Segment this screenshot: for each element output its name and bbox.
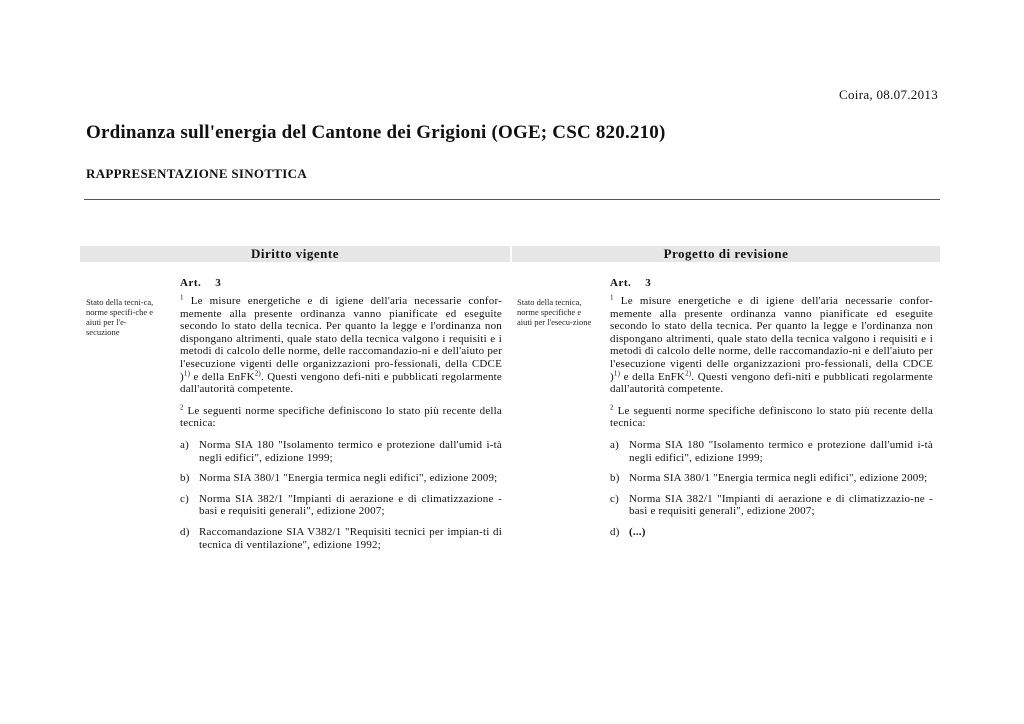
list-item [180,439,502,464]
article-number: 3 [645,277,652,289]
list-item [180,472,502,485]
paragraph-text: . Questi vengono defi-niti e pubblicati regolarmente dall'autorità competente. [610,370,933,396]
list-item-text: Norma SIA 382/1 "Impianti di aerazione e di climatizzazione - basi e requisiti generali", edizione 2007; [199,492,502,518]
list-item [610,472,933,485]
paragraph-text: Le seguenti norme specifiche definiscono lo stato più recente della tecnica: [610,404,933,430]
right-article-body [610,295,933,547]
paragraph-2 [610,405,933,430]
footnote-ref: 2) [254,368,261,377]
paragraph-2 [180,405,502,430]
article-label: Art. [180,277,202,289]
column-heading-label: Progetto di revisione [663,246,789,261]
list-item-label: b) [180,472,190,485]
paragraph-number: 1 [610,293,614,302]
list-item-label: b) [610,472,620,485]
list-item-label: a) [610,438,619,451]
header-divider [84,199,940,200]
article-number: 3 [215,277,222,289]
list-item-label: d) [610,525,620,538]
paragraph-number: 2 [180,403,184,412]
list-item [180,493,502,518]
list-item-label: c) [180,492,189,505]
left-margin-note: Stato della tecni-ca, norme specifi-che e aiuti per l'e-secuzione [86,297,154,337]
document-title: Ordinanza sull'energia del Cantone dei Grigioni (OGE; CSC 820.210) [86,122,666,143]
paragraph-text: Le seguenti norme specifiche definiscono lo stato più recente della tecnica: [180,404,502,430]
left-article-number [180,277,221,289]
column-heading-current-law [80,246,510,262]
footnote-ref: 1) [183,368,191,377]
list-item-text: (...) [629,525,646,538]
list-item-text: Norma SIA 380/1 "Energia termica negli edifici", edizione 2009; [629,472,928,485]
paragraph-text: Le misure energetiche e di igiene dell'aria necessarie confor-memente alla presente ordinanza vanno pianificate ed eseguite secondo lo stato della tecnica. Per quanto la legge e l'ordinanza non dispongano altrimenti, quale stato della tecnica valgono i requisiti e i metodi di calcolo delle norme, delle raccomandazio-ni e dell'aiuto per l'esecuzione vigenti delle organizzazioni pro-fessionali, della CDCE ) [180,295,502,383]
footnote-ref: 1) [613,368,621,377]
list-item-text: Norma SIA 382/1 "Impianti di aerazione e di climatizzazio-ne - basi e requisiti generali", edizione 2007; [629,492,933,518]
list-item-label: d) [180,525,190,538]
list-item-label: a) [180,438,189,451]
list-item-text: Norma SIA 380/1 "Energia termica negli edifici", edizione 2009; [199,472,498,485]
document-date: Coira, 08.07.2013 [839,87,938,102]
list-item-label: c) [610,492,619,505]
left-article-body [180,295,502,559]
paragraph-text: . Questi vengono defi-niti e pubblicati regolarmente dall'autorità competente. [180,370,502,396]
right-article-number [610,277,651,289]
list-item-text: Norma SIA 180 "Isolamento termico e protezione dall'umid i-tà negli edifici", edizione 1999; [629,438,933,464]
footnote-ref: 2) [685,368,692,377]
document-subtitle: RAPPRESENTAZIONE SINOTTICA [86,166,308,181]
list-item-text: Raccomandazione SIA V382/1 "Requisiti tecnici per impian-ti di tecnica di ventilazione", edizione 1992; [199,525,502,551]
list-item [610,493,933,518]
paragraph-1 [610,295,933,396]
right-margin-note: Stato della tecnica, norme specifiche e aiuti per l'esecu-zione [517,297,592,327]
paragraph-number: 1 [180,293,184,302]
paragraph-text: Le misure energetiche e di igiene dell'aria necessarie confor-memente alla presente ordinanza vanno pianificate ed eseguite secondo lo stato della tecnica. Per quanto la legge e l'ordinanza non dispongano altrimenti, quale stato della tecnica valgono i requisiti e i metodi di calcolo delle norme, delle raccomandazio-ni e dell'aiuto per l'esecuzione vigenti delle organizzazioni pro-fessionali, della CDCE ) [610,295,933,383]
list-item [610,439,933,464]
paragraph-number: 2 [610,403,614,412]
list-item [180,526,502,551]
paragraph-1 [180,295,502,396]
article-label: Art. [610,277,632,289]
column-heading-label: Diritto vigente [250,246,339,261]
list-item-text: Norma SIA 180 "Isolamento termico e protezione dall'umid i-tà negli edifici", edizione 1999; [199,438,502,464]
paragraph-text: e della EnFK [190,370,255,383]
list-item [610,526,933,539]
paragraph-text: e della EnFK [620,370,686,383]
column-heading-revision-draft [512,246,940,262]
